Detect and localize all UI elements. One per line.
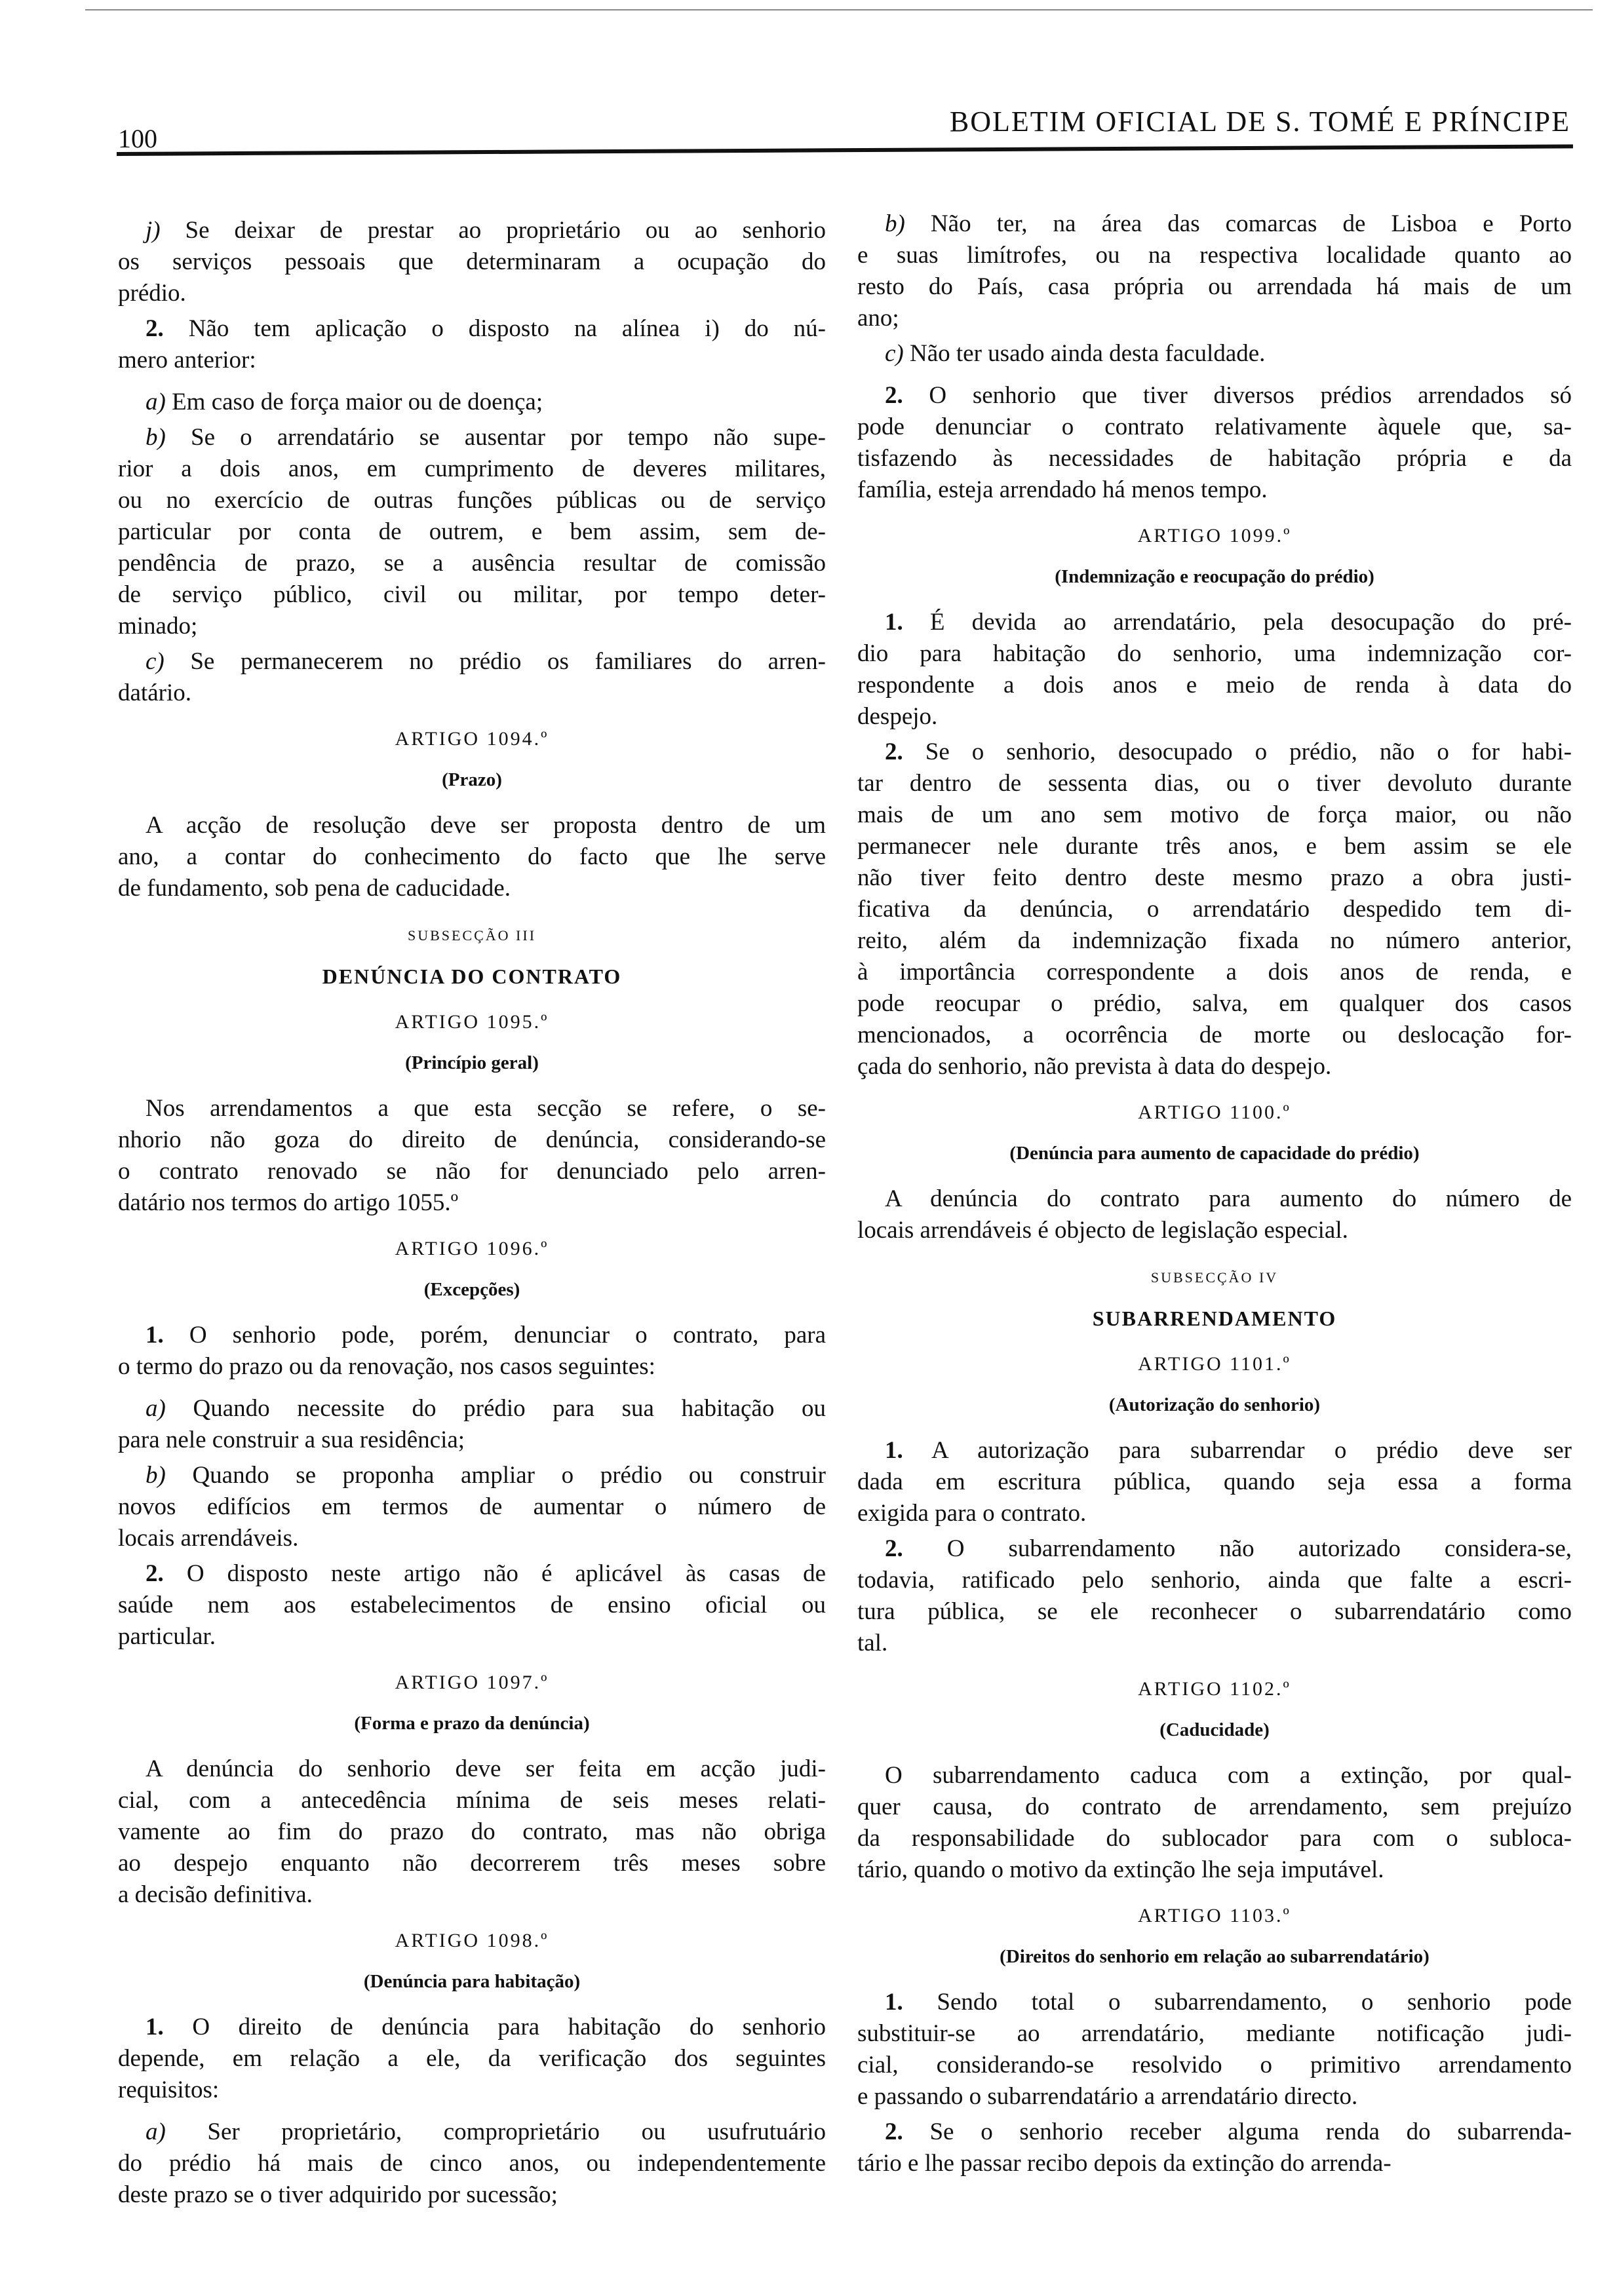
text-line	[857, 1854, 1572, 1886]
text-line	[118, 2148, 826, 2179]
paragraph	[857, 1533, 1572, 1659]
item-number: 2.	[885, 2118, 903, 2145]
line-text: datário.	[118, 679, 191, 706]
item-number: 2.	[885, 738, 903, 765]
line-text: A autorização para subarrendar o prédio deve ser	[903, 1437, 1572, 1464]
text-line	[118, 1425, 826, 1456]
text-line	[857, 2116, 1572, 2148]
item-number: 2.	[885, 1535, 903, 1562]
line-text: dada em escritura pública, quando seja essa a forma	[857, 1468, 1572, 1495]
line-text: rior a dois anos, em cumprimento de deveres militares,	[118, 455, 826, 482]
line-text: O senhorio que tiver diversos prédios arrendados só	[903, 382, 1572, 409]
text-line	[857, 474, 1572, 506]
line-text: Não tem aplicação o disposto na alínea i) do nú-	[163, 315, 826, 342]
text-line	[857, 701, 1572, 733]
article-heading: ARTIGO 1095.º	[395, 1011, 549, 1033]
article-subtitle: (Denúncia para habitação)	[363, 1971, 581, 1992]
text-line	[118, 1460, 826, 1491]
line-text: tário e lhe passar recibo depois da extinção do arrenda-	[857, 2150, 1391, 2177]
text-line	[857, 1823, 1572, 1854]
article-subtitle: (Prazo)	[442, 769, 502, 790]
line-text: requisitos:	[118, 2076, 220, 2103]
item-letter: a)	[146, 2118, 166, 2145]
text-line	[118, 2012, 826, 2043]
text-line	[118, 1156, 826, 1187]
paragraph	[118, 1753, 826, 1911]
line-text: O direito de denúncia para habitação do senhorio	[163, 2014, 826, 2040]
text-line	[857, 2050, 1572, 2081]
article-subtitle: (Autorização do senhorio)	[1108, 1394, 1321, 1415]
line-text: ficativa da denúncia, o arrendatário despedido tem di-	[857, 896, 1572, 923]
line-text: tário, quando o motivo da extinção lhe seja imputável.	[857, 1856, 1384, 1883]
line-text: Nos arrendamentos a que esta secção se refere, o se-	[146, 1095, 826, 1122]
line-text: quer causa, do contrato de arrendamento, sem prejuízo	[857, 1793, 1572, 1820]
line-text: Se o senhorio receber alguma renda do subarrenda-	[903, 2118, 1572, 2145]
item-letter: c)	[146, 648, 165, 675]
article-heading: ARTIGO 1096.º	[395, 1238, 549, 1259]
item-letter: a)	[146, 389, 166, 415]
paragraph	[118, 215, 826, 309]
scan-top-rule	[85, 9, 1593, 10]
text-line	[857, 1183, 1572, 1215]
line-text: e passando o subarrendatário a arrendatário directo.	[857, 2083, 1358, 2110]
line-text: nhorio não goza do direito de denúncia, considerando-se	[118, 1126, 826, 1153]
text-line	[118, 1393, 826, 1425]
line-text: família, esteja arrendado há menos tempo.	[857, 476, 1268, 503]
text-line	[118, 313, 826, 345]
line-text: datário nos termos do artigo 1055.º	[118, 1189, 459, 1216]
line-text: Sendo total o subarrendamento, o senhorio pode	[903, 1989, 1572, 2016]
line-text: minado;	[118, 613, 198, 640]
line-text: o contrato renovado se não for denunciado pelo arren-	[118, 1158, 826, 1185]
text-line	[118, 516, 826, 548]
text-line	[857, 271, 1572, 303]
line-text: Em caso de força maior ou de doença;	[165, 389, 543, 415]
text-line	[118, 1558, 826, 1590]
article-heading: ARTIGO 1097.º	[395, 1672, 549, 1693]
text-line	[118, 873, 826, 904]
item-letter: a)	[146, 1395, 166, 1422]
text-line	[118, 1093, 826, 1124]
article-subtitle: (Princípio geral)	[405, 1052, 539, 1073]
text-line	[857, 737, 1572, 768]
item-letter: b)	[885, 210, 905, 237]
paragraph	[118, 1093, 826, 1219]
line-text: não tiver feito dentro deste mesmo prazo a obra justi-	[857, 864, 1572, 891]
text-line	[118, 1590, 826, 1621]
line-text: cial, com a antecedência mínima de seis meses relati-	[118, 1787, 826, 1814]
item-letter: b)	[146, 1462, 166, 1489]
line-text: vamente ao fim do prazo do contrato, mas não obriga	[118, 1818, 826, 1845]
section-heading: SUBARRENDAMENTO	[1092, 1307, 1337, 1330]
paragraph	[857, 1760, 1572, 1886]
text-line	[118, 485, 826, 516]
line-text: de serviço público, civil ou militar, por tempo deter-	[118, 581, 826, 608]
line-text: depende, em relação a ele, da verificação dos seguintes	[118, 2045, 826, 2072]
text-line	[857, 1466, 1572, 1498]
line-text: ano;	[857, 305, 899, 332]
line-text: da responsabilidade do sublocador para com o subloca-	[857, 1825, 1572, 1852]
text-line	[857, 2148, 1572, 2179]
line-text: Se o senhorio, desocupado o prédio, não o for habi-	[903, 738, 1572, 765]
article-heading: ARTIGO 1101.º	[1138, 1353, 1291, 1375]
line-text: particular.	[118, 1623, 216, 1650]
line-text: cial, considerando-se resolvido o primitivo arrendamento	[857, 2052, 1572, 2078]
paragraph	[118, 1460, 826, 1554]
paragraph	[118, 313, 826, 376]
line-text: ou no exercício de outras funções públicas ou de serviço	[118, 487, 826, 514]
paragraph	[857, 380, 1572, 506]
text-line	[857, 988, 1572, 1020]
text-line	[118, 1351, 826, 1383]
line-text: mencionados, a ocorrência de morte ou deslocação for-	[857, 1022, 1572, 1048]
text-line	[857, 1987, 1572, 2018]
line-text: o termo do prazo ou da renovação, nos casos seguintes:	[118, 1353, 655, 1380]
text-line	[118, 246, 826, 278]
text-line	[857, 1215, 1572, 1246]
text-line	[857, 607, 1572, 638]
item-letter: j)	[146, 217, 161, 244]
text-line	[118, 1523, 826, 1554]
line-text: mero anterior:	[118, 347, 256, 373]
text-line	[118, 1848, 826, 1879]
text-line	[118, 387, 826, 418]
text-line	[118, 2075, 826, 2106]
line-text: novos edifícios em termos de aumentar o número de	[118, 1493, 826, 1520]
text-line	[118, 453, 826, 485]
line-text: Se permanecerem no prédio os familiares do arren-	[164, 648, 826, 675]
line-text: O subarrendamento caduca com a extinção, por qual-	[885, 1762, 1572, 1789]
line-text: locais arrendáveis é objecto de legislação especial.	[857, 1217, 1348, 1244]
text-line	[118, 278, 826, 309]
line-text: e suas limítrofes, ou na respectiva localidade quanto ao	[857, 242, 1572, 269]
text-line	[118, 1621, 826, 1653]
item-number: 1.	[885, 1437, 903, 1464]
text-line	[118, 2043, 826, 2075]
text-line	[118, 1785, 826, 1816]
subsection-label: SUBSECÇÃO IV	[1150, 1269, 1279, 1286]
line-text: locais arrendáveis.	[118, 1525, 299, 1552]
left-column	[118, 215, 826, 2215]
line-text: O senhorio pode, porém, denunciar o contrato, para	[163, 1322, 826, 1349]
line-text: particular por conta de outrem, e bem assim, sem de-	[118, 518, 826, 545]
text-line	[857, 799, 1572, 831]
article-heading: ARTIGO 1100.º	[1138, 1101, 1291, 1123]
line-text: Ser proprietário, comproprietário ou usufrutuário	[165, 2118, 826, 2145]
text-line	[118, 215, 826, 246]
line-text: É devida ao arrendatário, pela desocupação do pré-	[903, 609, 1572, 636]
text-line	[857, 768, 1572, 799]
text-line	[118, 646, 826, 678]
page-number: 100	[118, 124, 157, 153]
header-rule	[117, 144, 1573, 156]
item-letter: c)	[885, 340, 904, 367]
text-line	[857, 1533, 1572, 1565]
article-heading: ARTIGO 1102.º	[1138, 1678, 1291, 1700]
paragraph	[118, 1320, 826, 1383]
text-line	[118, 841, 826, 873]
text-line	[118, 345, 826, 376]
article-heading: ARTIGO 1098.º	[395, 1930, 549, 1951]
line-text: ano, a contar do conhecimento do facto que lhe serve	[118, 843, 826, 870]
paragraph	[118, 2012, 826, 2106]
line-text: Se deixar de prestar ao proprietário ou ao senhorio	[160, 217, 826, 244]
running-title: BOLETIM OFICIAL DE S. TOMÉ E PRÍNCIPE	[949, 105, 1570, 138]
paragraph	[857, 1435, 1572, 1529]
text-line	[857, 380, 1572, 411]
article-heading: ARTIGO 1099.º	[1137, 525, 1292, 546]
text-line	[857, 894, 1572, 925]
item-number: 2.	[146, 315, 164, 342]
line-text: todavia, ratificado pelo senhorio, ainda que falte a escri-	[857, 1567, 1572, 1594]
line-text: os serviços pessoais que determinaram a ocupação do	[118, 248, 826, 275]
text-line	[118, 2179, 826, 2211]
text-line	[857, 862, 1572, 894]
section-heading: DENÚNCIA DO CONTRATO	[322, 965, 622, 988]
text-line	[118, 1491, 826, 1523]
line-text: saúde nem aos estabelecimentos de ensino oficial ou	[118, 1592, 826, 1618]
text-line	[857, 1020, 1572, 1051]
text-line	[118, 422, 826, 453]
text-line	[118, 1879, 826, 1911]
paragraph	[118, 1558, 826, 1653]
text-line	[857, 670, 1572, 701]
line-text: exigida para o contrato.	[857, 1500, 1087, 1527]
paragraph	[857, 1183, 1572, 1246]
text-line	[118, 2116, 826, 2148]
text-line	[857, 1628, 1572, 1659]
text-line	[118, 678, 826, 709]
article-subtitle: (Denúncia para aumento de capacidade do prédio)	[1009, 1143, 1420, 1164]
text-line	[857, 831, 1572, 862]
article-subtitle: (Excepções)	[423, 1279, 520, 1300]
line-text: deste prazo se o tiver adquirido por sucessão;	[118, 2181, 558, 2208]
line-text: tar dentro de sessenta dias, ou o tiver devoluto durante	[857, 770, 1572, 797]
item-number: 1.	[146, 1322, 164, 1349]
text-line	[118, 1187, 826, 1219]
paragraph	[857, 737, 1572, 1082]
line-text: respondente a dois anos e meio de renda à data do	[857, 672, 1572, 698]
line-text: resto do País, casa própria ou arrendada há mais de um	[857, 273, 1572, 300]
line-text: Se o arrendatário se ausentar por tempo não supe-	[165, 424, 826, 451]
text-line	[857, 411, 1572, 443]
line-text: O disposto neste artigo não é aplicável às casas de	[163, 1560, 826, 1587]
paragraph	[857, 607, 1572, 733]
line-text: ao despejo enquanto não decorrerem três meses sobre	[118, 1850, 826, 1877]
paragraph	[118, 422, 826, 642]
text-line	[857, 208, 1572, 240]
line-text: despejo.	[857, 703, 938, 730]
line-text: à importância correspondente a dois anos de renda, e	[857, 959, 1572, 985]
text-line	[857, 1596, 1572, 1628]
text-line	[857, 338, 1572, 370]
text-line	[118, 810, 826, 841]
line-text: pode denunciar o contrato relativamente àquele que, sa-	[857, 413, 1572, 440]
item-letter: b)	[146, 424, 166, 451]
text-line	[857, 1435, 1572, 1466]
text-line	[857, 957, 1572, 988]
paragraph	[118, 646, 826, 709]
text-line	[857, 443, 1572, 474]
paragraph	[857, 338, 1572, 370]
text-line	[118, 579, 826, 611]
line-text: A denúncia do contrato para aumento do número de	[885, 1185, 1572, 1212]
line-text: substituir-se ao arrendatário, mediante notificação judi-	[857, 2020, 1572, 2047]
line-text: mais de um ano sem motivo de força maior, ou não	[857, 801, 1572, 828]
line-text: reito, além da indemnização fixada no número anterior,	[857, 927, 1572, 954]
line-text: Quando necessite do prédio para sua habitação ou	[165, 1395, 826, 1422]
line-text: tisfazendo às necessidades de habitação própria e da	[857, 445, 1572, 472]
line-text: de fundamento, sob pena de caducidade.	[118, 875, 511, 902]
line-text: prédio.	[118, 280, 186, 307]
paragraph	[857, 1987, 1572, 2113]
item-number: 2.	[146, 1560, 164, 1587]
article-subtitle: (Direitos do senhorio em relação ao subarrendatário)	[1000, 1946, 1430, 1967]
paragraph	[118, 2116, 826, 2211]
text-line	[857, 2081, 1572, 2113]
text-line	[118, 548, 826, 579]
line-text: tura pública, se ele reconhecer o subarrendatário como	[857, 1598, 1572, 1625]
line-text: para nele construir a sua residência;	[118, 1426, 465, 1453]
text-line	[118, 611, 826, 642]
article-heading: ARTIGO 1103.º	[1138, 1905, 1291, 1926]
text-line	[857, 1498, 1572, 1529]
right-column	[857, 208, 1572, 2183]
text-line	[857, 1051, 1572, 1082]
item-number: 1.	[885, 1989, 903, 2016]
article-heading: ARTIGO 1094.º	[395, 728, 549, 750]
text-line	[857, 240, 1572, 271]
text-line	[857, 925, 1572, 957]
article-subtitle: (Forma e prazo da denúncia)	[354, 1713, 590, 1734]
line-text: Não ter, na área das comarcas de Lisboa e Porto	[905, 210, 1572, 237]
item-number: 1.	[885, 609, 903, 636]
text-line	[857, 1565, 1572, 1596]
article-subtitle: (Indemnização e reocupação do prédio)	[1055, 566, 1374, 587]
text-line	[118, 1753, 826, 1785]
text-line	[118, 1320, 826, 1351]
text-line	[118, 1816, 826, 1848]
text-line	[857, 2018, 1572, 2050]
article-subtitle: (Caducidade)	[1159, 1719, 1270, 1740]
line-text: pode reocupar o prédio, salva, em qualquer dos casos	[857, 990, 1572, 1017]
text-line	[857, 303, 1572, 334]
paragraph	[857, 208, 1572, 334]
line-text: pendência de prazo, se a ausência resultar de comissão	[118, 550, 826, 577]
text-line	[118, 1124, 826, 1156]
line-text: A acção de resolução deve ser proposta dentro de um	[146, 812, 826, 839]
paragraph	[118, 387, 826, 418]
paragraph	[118, 810, 826, 904]
line-text: Não ter usado ainda desta faculdade.	[903, 340, 1266, 367]
text-line	[857, 1791, 1572, 1823]
line-text: O subarrendamento não autorizado considera-se,	[903, 1535, 1572, 1562]
paragraph	[857, 2116, 1572, 2179]
text-line	[857, 1760, 1572, 1791]
paragraph	[118, 1393, 826, 1456]
line-text: do prédio há mais de cinco anos, ou independentemente	[118, 2150, 826, 2177]
line-text: dio para habitação do senhorio, uma indemnização cor-	[857, 640, 1572, 667]
line-text: A denúncia do senhorio deve ser feita em acção judi-	[146, 1755, 826, 1782]
item-number: 2.	[885, 382, 903, 409]
line-text: tal.	[857, 1630, 888, 1656]
item-number: 1.	[146, 2014, 164, 2040]
subsection-label: SUBSECÇÃO III	[407, 927, 537, 944]
line-text: çada do senhorio, não prevista à data do despejo.	[857, 1053, 1332, 1080]
line-text: Quando se proponha ampliar o prédio ou construir	[165, 1462, 826, 1489]
line-text: a decisão definitiva.	[118, 1881, 313, 1908]
line-text: permanecer nele durante três anos, e bem assim se ele	[857, 833, 1572, 860]
text-line	[857, 638, 1572, 670]
